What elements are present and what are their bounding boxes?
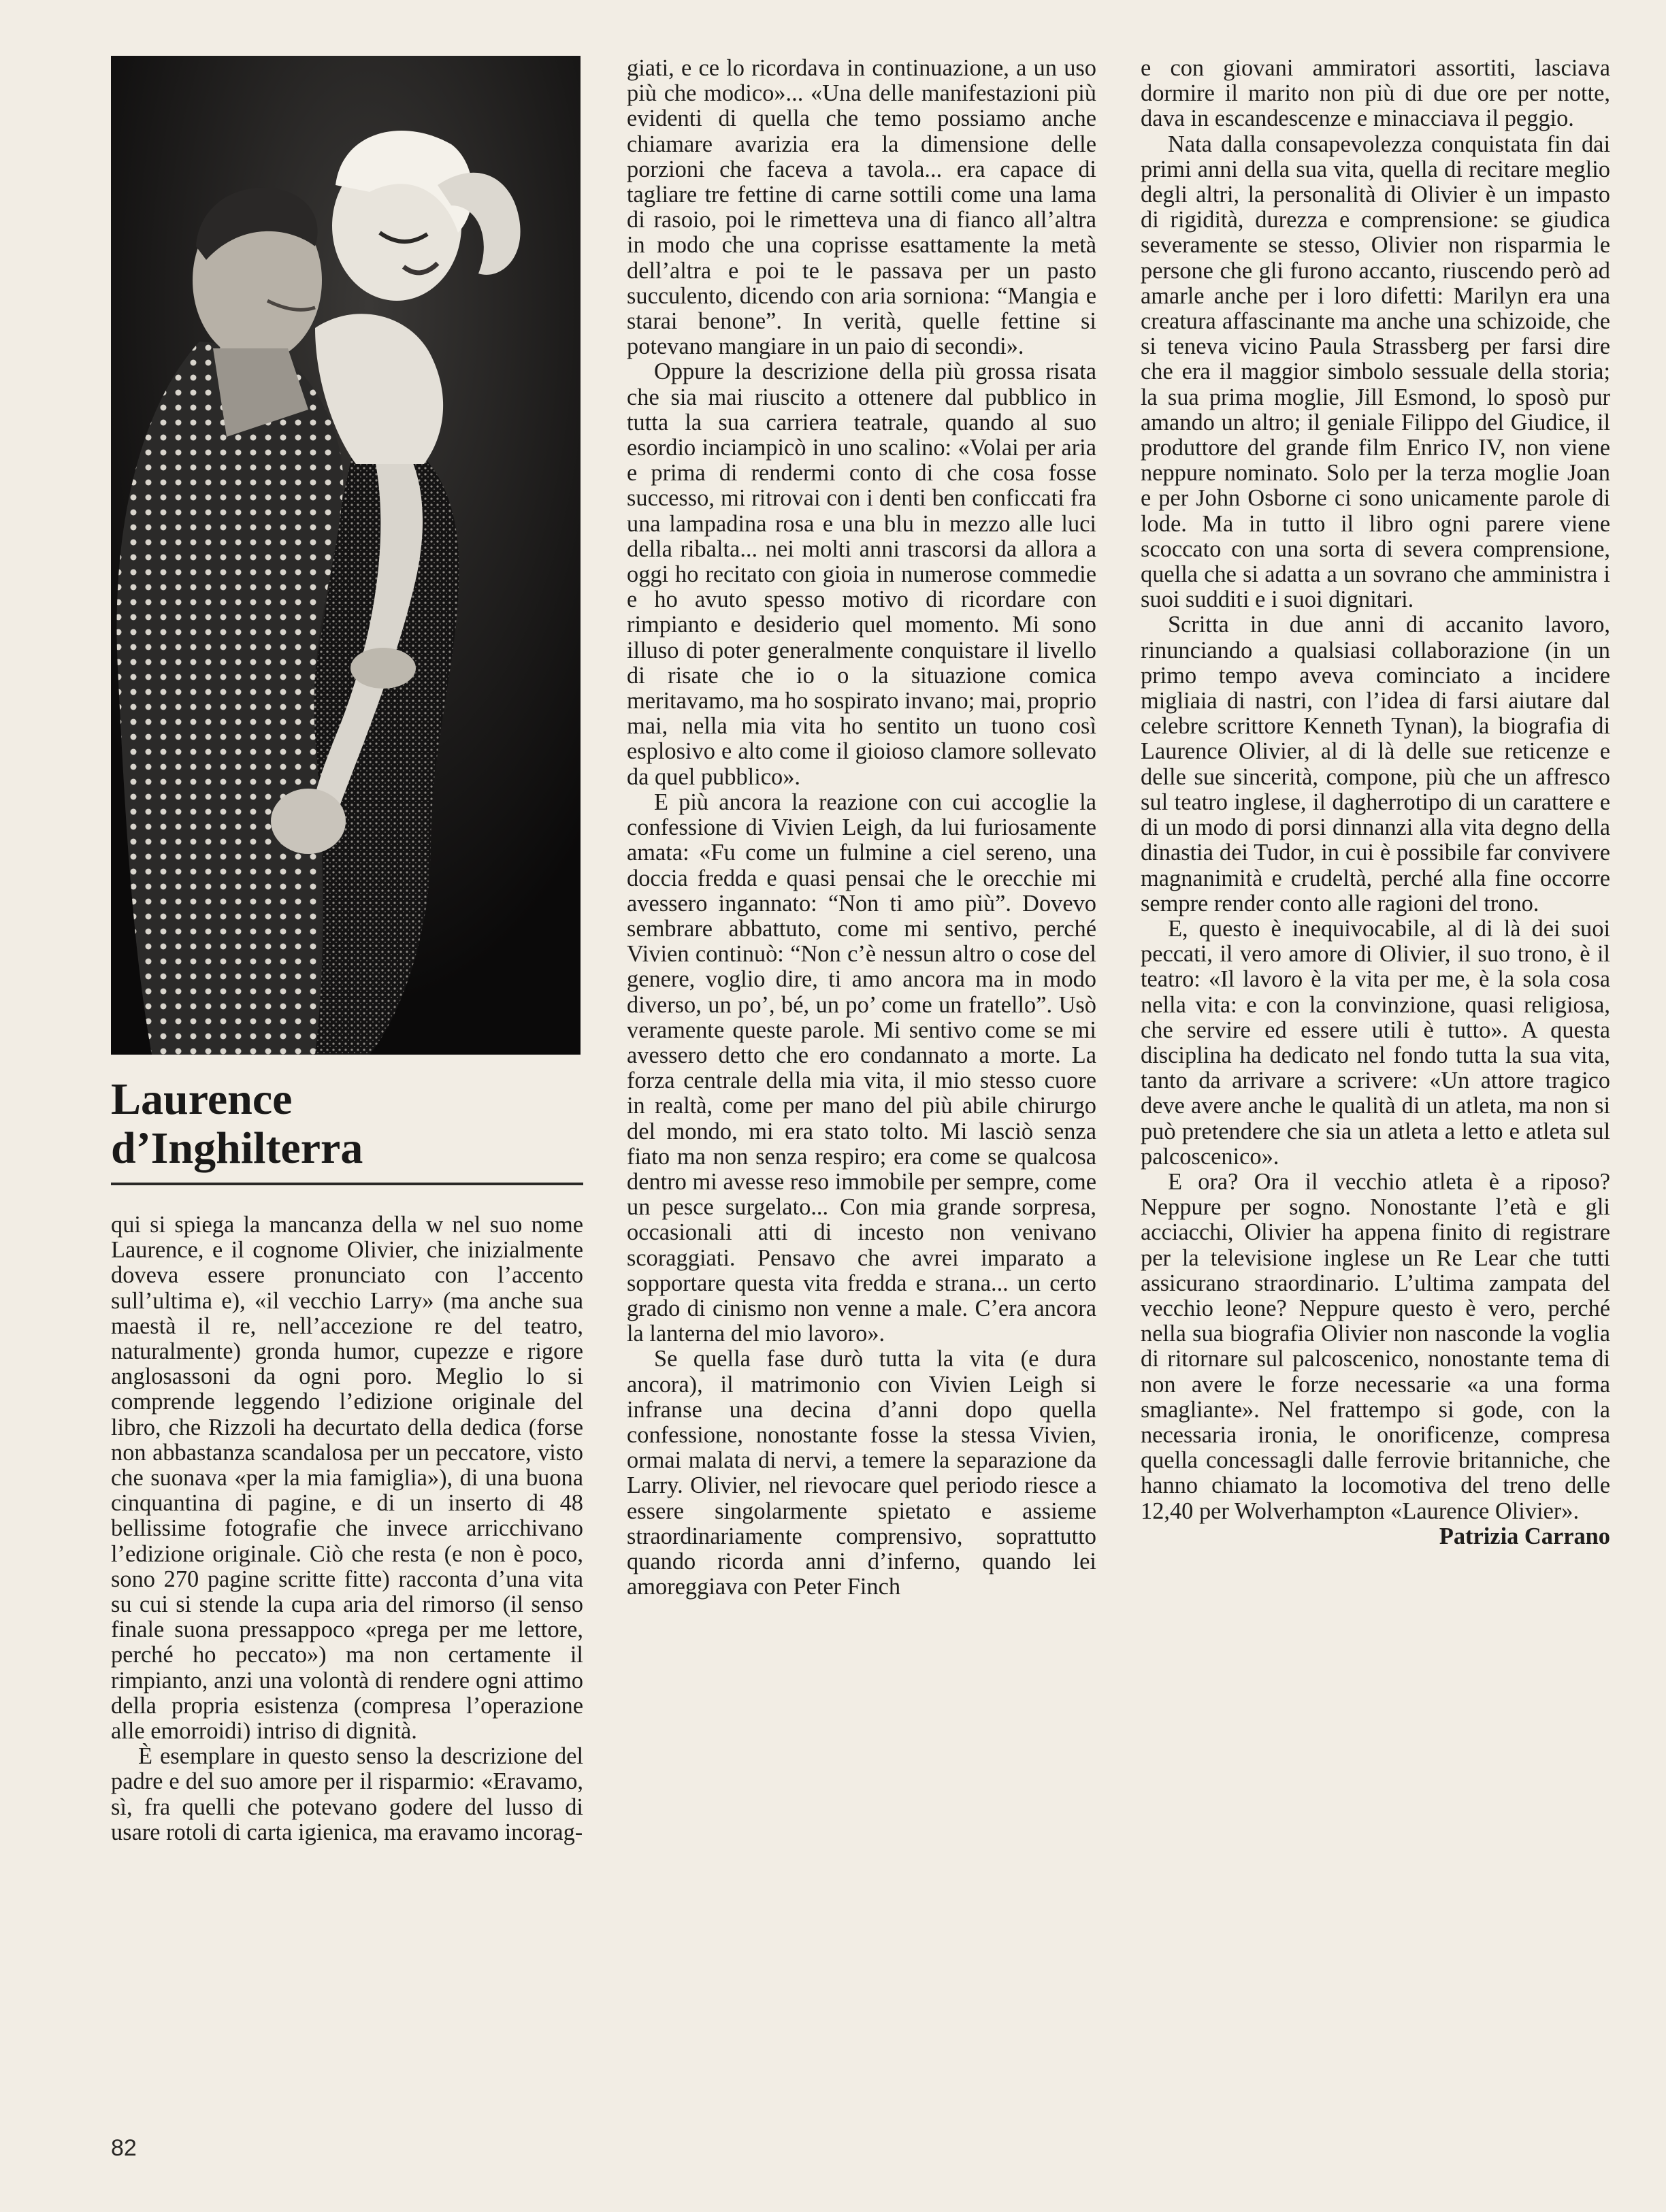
paragraph: Scritta in due anni di accanito lavoro, rinunciando a qualsiasi collaborazione (in un primo tempo aveva cominciato a incidere migliaia di nastri, con l’idea di farsi aiutare dal celebre scrittore Kenneth Tynan), la biografia di Laurence Olivier, al di là delle sue reticenze e delle sue sincerità, compone, più che un affresco sul teatro inglese, il dagherrotipo di un carattere e di un modo di porsi dinnanzi alla vita degno della dinastia dei Tudor, in cui è possibile far convivere magnanimità e crudeltà, perché alla fine occorre sempre render conto alle ragioni del trono.	[1141, 612, 1610, 917]
paragraph: e con giovani ammiratori assortiti, lasciava dormire il marito non più di due ore per notte, dava in escandescenze e minacciava il peggio.	[1141, 55, 1610, 132]
paragraph: Nata dalla consapevolezza conquistata fin dai primi anni della sua vita, quella di recitare meglio degli altri, la personalità di Olivier è un impasto di rigidità, durezza e comprensione: se giudica severamente se stesso, Olivier non risparmia le persone che gli furono accanto, riuscendo però ad amarle anche per i loro difetti: Marilyn era una creatura affascinante ma anche una schizoide, che si teneva vicino Paula Strassberg per farsi dire che era il maggior simbolo sessuale della storia; la sua prima moglie, Jill Esmond, lo sposò pur amando un altro; il geniale Filippo del Giudice, il produttore del grande film Enrico IV, non viene neppure nominato. Solo per la terza moglie Joan e per John Osborne ci sono unicamente parole di lode. Ma in tutto il libro ogni parere viene scoccato con una sorta di severa comprensione, quella che si adatta a un sovrano che amministra i suoi sudditi e i suoi dignitari.	[1141, 131, 1610, 613]
page-number: 82	[111, 2135, 137, 2161]
column-3	[1141, 56, 1610, 1549]
article-byline: Patrizia Carrano	[1439, 1523, 1610, 1549]
paragraph: E più ancora la reazione con cui accoglie la confessione di Vivien Leigh, da lui furiosamente amata: «Fu come un fulmine a ciel sereno, una doccia fredda e quasi pensai che le orecchie mi avessero ingannato: “Non ti amo più”. Dovevo sembrare abbattuto, come mi sentivo, perché Vivien continuò: “Non c’è nessun altro o cose del genere, voglio dire, ti amo ancora ma in modo diverso, un po’, bé, un po’ come un fratello”. Usò veramente queste parole. Mi sentivo come se mi avessero detto che ero condannato a morte. La forza centrale della mia vita, il mio stesso cuore in realtà, come per mano del più abile chirurgo del mondo, mi era stato tolto. Mi lasciò senza fiato ma non senza respiro; era come se qualcosa dentro mi avesse reso immobile per sempre, come un pesce surgelato... Con mia grande sorpresa, occasionali atti di incesto non venivano scoraggiati. Pensavo che avrei imparato a sopportare questa vita fredda e strana... un certo grado di cinismo non venne a male. C’era ancora la lanterna del mio lavoro».	[627, 789, 1096, 1347]
paragraph: E ora? Ora il vecchio atleta è a riposo? Neppure per sogno. Nonostante l’età e gli acciacchi, Olivier ha appena finito di registrare per la televisione inglese un Re Lear che tutti assicurano straordinario. L’ultima zampata del vecchio leone? Neppure questo è vero, perché nella sua biografia Olivier non nasconde la voglia di ritornare sul palcoscenico, nonostante tema di non avere le forze necessarie «a una forma smagliante». Nel frattempo si gode, con la necessaria ironia, le onorificenze, compresa quella concessagli dalle ferrovie britanniche, che hanno chiamato la locomotiva del treno delle 12,40 per Wolverhampton «Laurence Olivier».	[1141, 1168, 1610, 1524]
article-photo	[111, 56, 581, 1055]
headline-rule	[111, 1183, 583, 1185]
column-1	[111, 1212, 583, 1845]
paragraph: qui si spiega la mancanza della w nel suo nome Laurence, e il cognome Olivier, che inizialmente doveva essere pronunciato con l’accento sull’ultima e), «il vecchio Larry» (ma anche sua maestà il re, nell’accezione re del teatro, naturalmente) gronda humor, cupezze e rigore anglosassoni da ogni poro. Meglio lo si comprende leggendo l’edizione originale del libro, che Rizzoli ha decurtato della dedica (forse non abbastanza scandalosa per un peccatore, visto che suonava «per la mia famiglia»), di una buona cinquantina di pagine, e di un inserto di 48 bellissime fotografie che invece arricchivano l’edizione originale. Ciò che resta (e non è poco, sono 270 pagine scritte fitte) racconta d’una vita su cui si stende la cupa aria del rimorso (il senso finale suona pressappoco «prega per me lettore, perché ho peccato») ma non certamente il rimpianto, anzi una volontà di rendere ogni attimo della propria esistenza (compresa l’operazione alle emorroidi) intriso di dignità.	[111, 1212, 583, 1745]
photo-couple-icon	[111, 56, 581, 1055]
article-headline	[111, 1075, 587, 1173]
headline-line-2: d’Inghilterra	[111, 1123, 363, 1173]
paragraph: giati, e ce lo ricordava in continuazione, a un uso più che modico»... «Una delle manifestazioni più evidenti di quella che temo possiamo anche chiamare avarizia era la dimensione delle porzioni che faceva a tavola... era capace di tagliare tre fettine di carne sottili come una lama di rasoio, poi le rimetteva una di fianco all’altra in modo che una coprisse esattamente la metà dell’altra e poi te le passava per un pasto succulento, dicendo con aria sorniona: “Mangia e starai benone”. In verità, quelle fettine si potevano mangiare in un paio di secondi».	[627, 55, 1096, 360]
paragraph: È esemplare in questo senso la descrizione del padre e del suo amore per il risparmio: «Eravamo, sì, fra quelli che potevano godere del lusso di usare rotoli di carta igienica, ma eravamo incorag-	[111, 1743, 583, 1845]
paragraph: Se quella fase durò tutta la vita (e dura ancora), il matrimonio con Vivien Leigh si infranse una decina d’anni dopo quella confessione, nonostante fosse la stessa Vivien, ormai malata di nervi, a temere la separazione da Larry. Olivier, nel rievocare quel periodo riesce a essere singolarmente spietato e assieme straordinariamente comprensivo, soprattutto quando ricorda anni d’inferno, quando lei amoreggiava con Peter Finch	[627, 1346, 1096, 1600]
paragraph: E, questo è inequivocabile, al di là dei suoi peccati, il vero amore di Olivier, il suo trono, è il teatro: «Il lavoro è la vita per me, è la sola cosa nella vita: e con la convinzione, quasi religiosa, che servire ed essere utili è tutto». A questa disciplina ha dedicato nel fondo tutta la sua vita, tanto da arrivare a scrivere: «Un attore tragico deve avere anche le qualità di un atleta, ma non si può pretendere che sia un atleta a letto e atleta sul palcoscenico».	[1141, 915, 1610, 1170]
headline-line-1: Laurence	[111, 1074, 293, 1124]
column-2	[627, 56, 1096, 1600]
paragraph: Oppure la descrizione della più grossa risata che sia mai riuscito a ottenere dal pubblico in tutta la sua carriera teatrale, quando al suo esordio inciampicò in uno scalino: «Volai per aria e prima di rendermi conto di che cosa fosse successo, mi ritrovai con i denti ben conficcati fra una lampadina rosa e una blu in mezzo alle luci della ribalta... nei molti anni trascorsi da allora a oggi ho recitato con gioia in numerose commedie e ho avuto spesso motivo di ricordare con rimpianto e desiderio quel momento. Mi sono illuso di poter generalmente conquistare il livello di risate che io o la situazione comica meritavamo, ma ho sospirato invano; mai, proprio mai, nella mia vita ho sentito un tuono così esplosivo e alto come il gioioso clamore sollevato da quel pubblico».	[627, 359, 1096, 790]
